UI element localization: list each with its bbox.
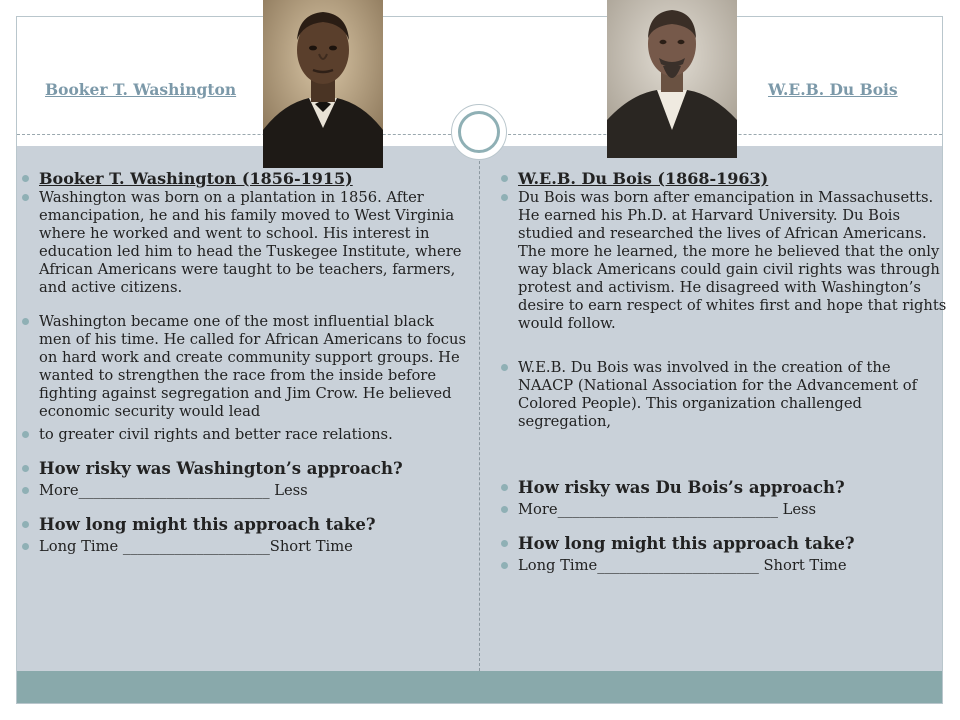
column-divider [479,146,480,671]
dubois-title-link[interactable]: W.E.B. Du Bois [768,80,898,99]
dubois-time-scale: Long Time______________________ Short Time [500,557,950,575]
washington-risk-scale: More__________________________ Less [21,482,469,500]
washington-risk-question: How risky was Washington’s approach? [21,459,469,479]
washington-portrait [263,0,383,168]
washington-outcome-item: to greater civil rights and better race relations. [21,426,469,444]
dubois-risk-scale: More______________________________ Less [500,501,950,519]
washington-influence-item: Washington became one of the most influential black men of his time. He called for African Americans to focus on hard work and create community support groups. He wanted to strengthen the race from the inside before fighting against segregation and Jim Crow. He believed economic security would lead [21,313,469,421]
center-ornament-circle [458,111,500,153]
dubois-time-question: How long might this approach take? [500,534,950,554]
washington-heading-item [21,170,469,189]
dubois-heading: W.E.B. Du Bois (1868-1963) [518,169,769,188]
washington-time-scale: Long Time ____________________Short Time [21,538,469,556]
washington-column [21,168,469,556]
footer-bar [17,671,942,703]
washington-heading: Booker T. Washington (1856-1915) [39,169,353,188]
dubois-heading-item [500,170,950,189]
dubois-portrait [607,0,737,158]
dubois-bio-item: Du Bois was born after emancipation in Massachusetts. He earned his Ph.D. at Harvard University. Du Bois studied and researched the lives of African Americans. The more he learned, the more he believed that the only way black Americans could gain civil rights was through protest and activism. He disagreed with Washington’s desire to earn respect of whites first and hope that rights would follow. [500,189,950,333]
dubois-naacp-item: W.E.B. Du Bois was involved in the creation of the NAACP (National Association for the Advancement of Colored People). This organization challenged segregation, [500,359,950,431]
dubois-risk-question: How risky was Du Bois’s approach? [500,478,950,498]
dubois-column [500,168,950,575]
washington-title-link[interactable]: Booker T. Washington [45,80,237,99]
washington-time-question: How long might this approach take? [21,515,469,535]
washington-bio-item: Washington was born on a plantation in 1856. After emancipation, he and his family moved to West Virginia where he worked and went to school. His interest in education led him to head the Tuskegee Institute, where African Americans were taught to be teachers, farmers, and active citizens. [21,189,469,297]
